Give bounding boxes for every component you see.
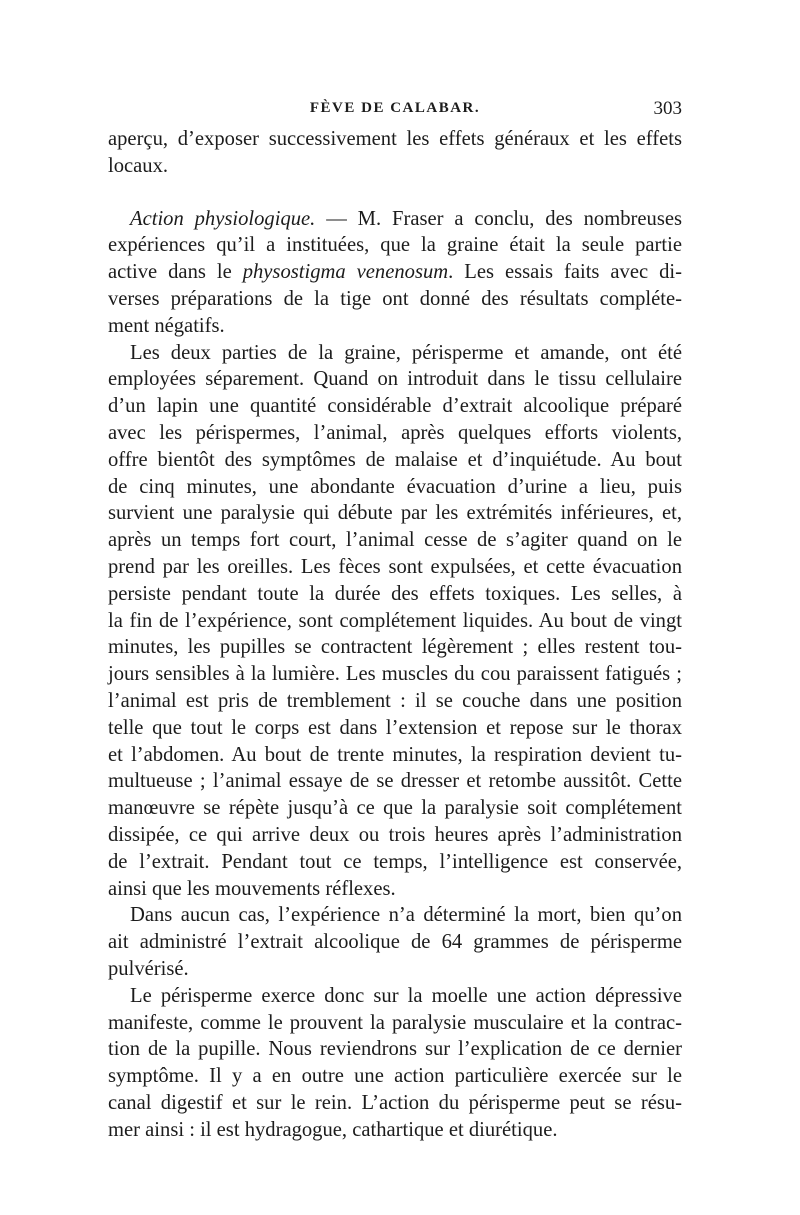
text-line: jours sensibles à la lumière. Les muscles du cou paraissent fatigués ;	[108, 663, 682, 686]
text-line: avec les périspermes, l’animal, après quelques efforts violents,	[108, 421, 682, 444]
text-line: employées séparement. Quand on introduit dans le tissu cellulaire	[108, 368, 682, 391]
paragraph-aucun-cas	[108, 902, 682, 982]
text-line: l’animal est pris de tremblement : il se couche dans une position	[108, 689, 682, 712]
text-line: aperçu, d’exposer successivement les effets généraux et les effets	[108, 128, 682, 150]
text-line: Le périsperme exerce donc sur la moelle une action dépressive	[130, 984, 682, 1007]
text-line: persiste pendant toute la durée des effets toxiques. Les selles, à	[108, 582, 682, 605]
text-line: tion de la pupille. Nous reviendrons sur l’explication de ce dernier	[108, 1038, 682, 1061]
running-title: FÈVE DE CALABAR.	[309, 100, 481, 116]
running-head	[108, 98, 682, 124]
text-line: manœuvre se répète jusqu’à ce que la paralysie soit complétement	[108, 797, 682, 820]
text-line: mer ainsi : il est hydragogue, cathartique et diurétique.	[108, 1118, 558, 1141]
paragraph-action-physiologique	[108, 206, 682, 340]
text-line-with-heading: Action physiologique. — M. Fraser a conclu, des nombreuses	[130, 207, 682, 230]
text-line: ainsi que les mouvements réflexes.	[108, 877, 396, 900]
species-name: physostigma venenosum	[242, 261, 449, 284]
paragraph-perisperme	[108, 983, 682, 1144]
text-line: prend par les oreilles. Les fèces sont expulsées, et cette évacuation	[108, 555, 682, 578]
text-line: telle que tout le corps est dans l’extension et repose sur le thorax	[108, 716, 682, 739]
text-line: pulvérisé.	[108, 957, 189, 980]
text-line: dissipée, ce qui arrive deux ou trois heures après l’administration	[108, 823, 682, 846]
text-line: de cinq minutes, une abondante évacuation d’urine a lieu, puis	[108, 475, 682, 498]
text-line: Dans aucun cas, l’expérience n’a déterminé la mort, bien qu’on	[130, 904, 682, 927]
text-line: la fin de l’expérience, sont complétement liquides. Au bout de vingt	[108, 609, 682, 632]
text-line: d’un lapin une quantité considérable d’extrait alcoolique préparé	[108, 395, 682, 418]
section-heading: Action physiologique.	[130, 207, 316, 230]
text-line: de l’extrait. Pendant tout ce temps, l’intelligence est conservée,	[108, 850, 682, 873]
text-line-with-italic: active dans le physostigma venenosum. Les essais faits avec di-	[108, 261, 682, 284]
page-number: 303	[653, 98, 682, 119]
paragraph-continuation	[108, 126, 682, 180]
text-line: ment négatifs.	[108, 314, 225, 337]
text-line: survient une paralysie qui débute par les extrémités inférieures, et,	[108, 502, 682, 525]
paragraph-deux-parties	[108, 340, 682, 903]
text-line: expériences qu’il a instituées, que la graine était la seule partie	[108, 234, 682, 257]
text-line: verses préparations de la tige ont donné des résultats compléte-	[108, 287, 682, 310]
text-line: ait administré l’extrait alcoolique de 64 grammes de périsperme	[108, 931, 682, 954]
text-line: symptôme. Il y a en outre une action particulière exercée sur le	[108, 1065, 682, 1088]
text-line: et l’abdomen. Au bout de trente minutes, la respiration devient tu-	[108, 743, 682, 766]
text-line: offre bientôt des symptômes de malaise et d’inquiétude. Au bout	[108, 448, 682, 471]
text-line: canal digestif et sur le rein. L’action du périsperme peut se résu-	[108, 1091, 682, 1114]
section-gap	[108, 180, 682, 206]
text-line: Les deux parties de la graine, périsperme et amande, ont été	[130, 341, 682, 364]
body-text	[108, 126, 682, 1143]
text-line: après un temps fort court, l’animal cesse de s’agiter quand on le	[108, 529, 682, 552]
text-line: multueuse ; l’animal essaye de se dresser et retombe aussitôt. Cette	[108, 770, 682, 793]
text-line: manifeste, comme le prouvent la paralysie musculaire et la contrac-	[108, 1011, 682, 1034]
text-line: locaux.	[108, 154, 169, 177]
text-line: minutes, les pupilles se contractent légèrement ; elles restent tou-	[108, 636, 682, 659]
